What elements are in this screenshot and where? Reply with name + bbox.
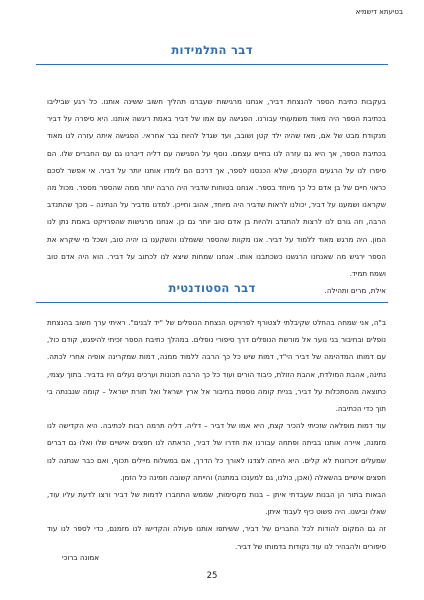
mentor-signature: אמונה ברוכי — [62, 553, 100, 562]
mentor-paragraph: הבאות בתור הן הבנות שעבדתי איתן – בנות מקסימות, שממש התחברו לדמות של דביר ורצו לדעת עליו עוד, שאלו ובישנו. היה פשוט כיף לעבוד איתן. — [47, 490, 386, 517]
mentor-text — [47, 314, 386, 555]
page-number: 25 — [206, 571, 218, 581]
title-underline — [36, 64, 388, 65]
mentor-paragraph: עוד דמות מופלאה שזכיתי להכיר קצת, היא אמו של דביר – דליה. דליה תרמה רבות לכתיבה. היא הקדישה לנו מזמנה, איירה אותנו בביתה ופתחה עבורנו את חדרו של דביר, הראתה לנו חפצים אישיים שלו ואלו גם דברים שמעלים זיכרונות לא קלים. היא הייתה לצדנו לאורך כל הדרך, אם במשלוח מיילים תכוף, ואם כבר שנתנה לנו חפצים אישיים בהשאלה (ואכן, כולנו, גם למענכו במתנה) והייתה קשובה וזמינה כל הזמן. — [47, 421, 386, 482]
running-head: בטיעתא דישמיא — [355, 8, 403, 16]
mentor-paragraph: זה גם המקום להודות לכל החברים של דביר, ששיתפו אותנו פעולה והקדישו לנו מזמנם, כדי לספר לנו עוד סיפורים ולהבהיר לנו עוד נקודות בדמותו של דביר. — [47, 524, 386, 551]
section-title-student-mentor: דבר הסטודנטית — [168, 281, 256, 295]
mentor-paragraph: ב"ה, אני שמחה בהחלט שקיבלתי לצטורף לפרויקט הנצחת הנופלים של "יד לבנים". ראיתי ערך חשוב בהנצחת נופלים ובחיבור בני נוער אל מורשת הנופלים דרך סיפורי נופלים. במהלך כתיבת הספר זכיתי להיפגש, קודם כול, עם דמותו המדהימה של דביר הי"ד, דמות שיש כל כך הרבה ללמוד ממנה, דמות שמקרינה אופיה אחרי לכתה. נתינה, אהבת המולדת, אהבת הזולת, כיבוד הורים ועוד כל כך הרבה תכונות וערכים נעלים היו בדביר. בתוך עצמי, כתוצאה מהסתכלות על דביר, בניית קומה נוספת בחיבור אל ארץ ישראל ואל תורת ישראל – קומה שנבנתה בי תוך כדי הכתיבה. — [47, 318, 386, 414]
students-text — [47, 93, 386, 299]
title-underline — [36, 302, 388, 303]
students-signoff: אילת, מרים ותהילה. — [324, 286, 386, 296]
section-title-students: דבר התלמידות — [171, 43, 253, 57]
students-paragraph: בעקבות כתיבת הספר להנצחת דביר, אנחנו מרגישות שעברנו תהליך חשוב ששינה אותנו. כל רגע שביליבו בכתיבת הספר היה מאוד משמעותי עבורנו. הפגישה עם אמו של דביר באמת ריגשה אותנו. היא סיפרה על דביר מנקודת מבט של אם, מאז שהיה ילד קטן ושובב, ועד שגדל להיות גבר אחראי. הפגישה איתה עזרה לנו מאוד בכתיבת הספר, אך היא גם עזרה לנו בחיים עצמם. נוסף על הפגישה עם דליה דיברנו גם עם החברים שלו. הם סיפרו לנו על הרגעים הקטנים, שלא הכנסנו לספר, אך דרכם הם לימדו אותנו יותר על דביר. אי אפשר לסכם כראוי חיים של בן אדם כל כך מיוחד בספר. אנחנו בטוחות שדביר היה הרבה יותר ממה שהספר מספר. מכול מה שקראנו ושמענו על דביר, יכולנו לראות שדביר היה מיוחד, אהוב וחייכן. למדנו מדביר על הנתינה – מכך שהתנדב הרבה, וזה גורם לנו לרצות להתנדב ולהיות בן אדם טוב יותר גם כן. אנחנו מרגישות שהפרויקט באמת נתן לנו המון. היה מרגש מאוד ללמוד על דביר. אנו מקוות שהספר ששמלנו והשקענו בו יהיה טוב, ושכל מי שיקרא את הספר ירגיש מה שאנחנו הרגשנו כשכתבנו אותו. אנחנו שמחות שיצא לנו לכתוב על דביר. הוא היה אדם טוב ושמח תמיד. — [47, 97, 386, 279]
